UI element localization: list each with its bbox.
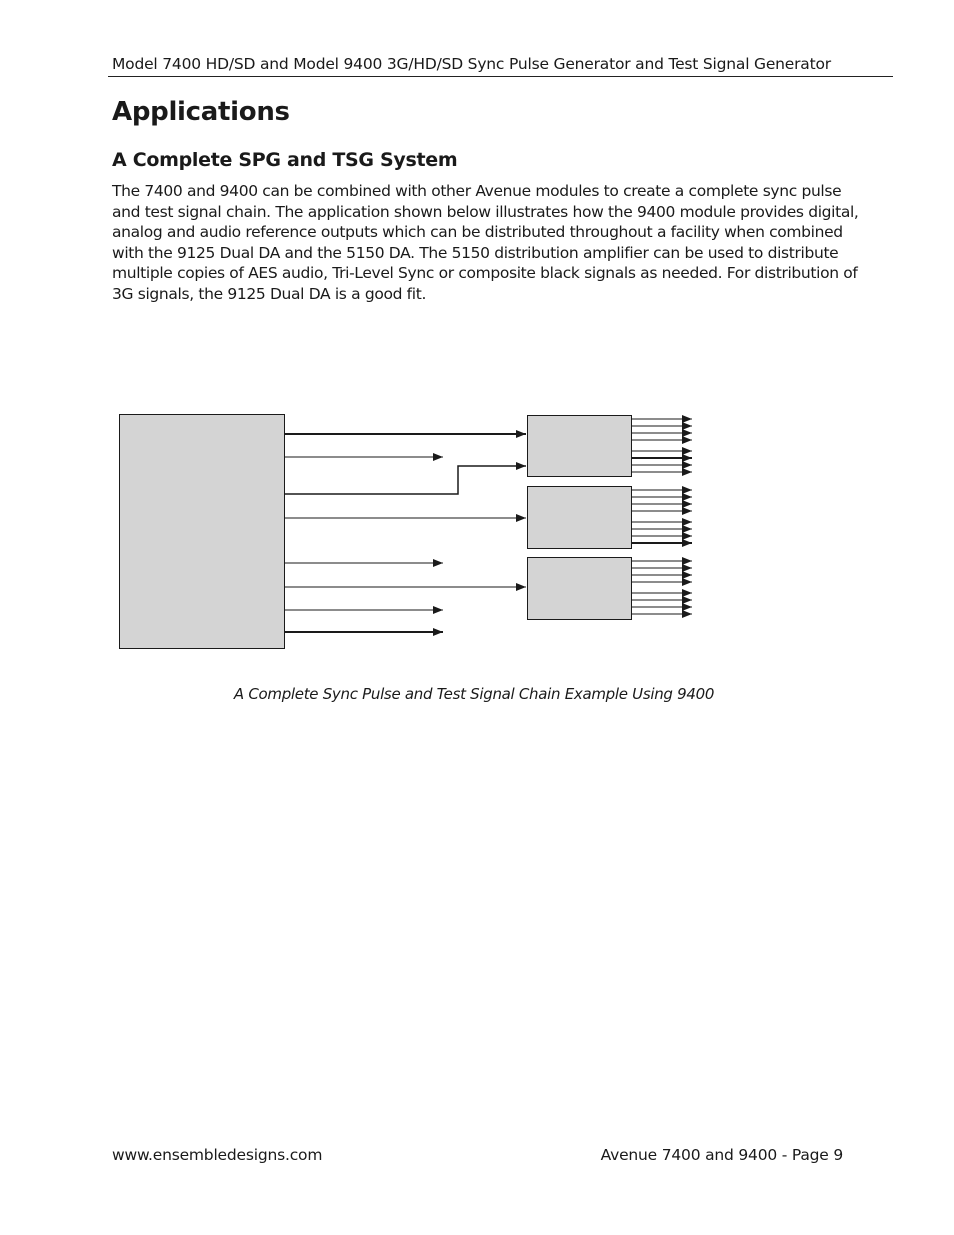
distribution-amplifier-box: [528, 416, 632, 477]
footer-website-link[interactable]: www.ensembledesigns.com: [112, 1146, 323, 1164]
paragraph-line: with the 9125 Dual DA and the 5150 DA. The 5150 distribution amplifier can be used to distribute: [112, 243, 839, 262]
signal-line-to-da: [285, 466, 526, 494]
footer-page-label: Avenue 7400 and 9400 - Page 9: [600, 1146, 843, 1164]
paragraph-line: The 7400 and 9400 can be combined with other Avenue modules to create a complete sync pulse: [112, 182, 842, 200]
paragraph-line: multiple copies of AES audio, Tri-Level Sync or composite black signals as needed. For distribution of: [112, 264, 858, 283]
figure-caption: A Complete Sync Pulse and Test Signal Chain Example Using 9400: [233, 685, 715, 703]
paragraph-line: and test signal chain. The application shown below illustrates how the 9400 module provides digital,: [112, 202, 859, 221]
page-title: Applications: [112, 97, 290, 127]
main-module-box: [120, 415, 285, 649]
running-header: Model 7400 HD/SD and Model 9400 3G/HD/SD Sync Pulse Generator and Test Signal Generator: [112, 55, 831, 73]
paragraph-line: 3G signals, the 9125 Dual DA is a good fit.: [112, 284, 427, 303]
distribution-amplifier-box: [528, 558, 632, 620]
section-heading: A Complete SPG and TSG System: [112, 149, 458, 171]
distribution-amplifier-box: [528, 487, 632, 549]
paragraph-line: analog and audio reference outputs which can be distributed throughout a facility when combined: [112, 223, 843, 242]
